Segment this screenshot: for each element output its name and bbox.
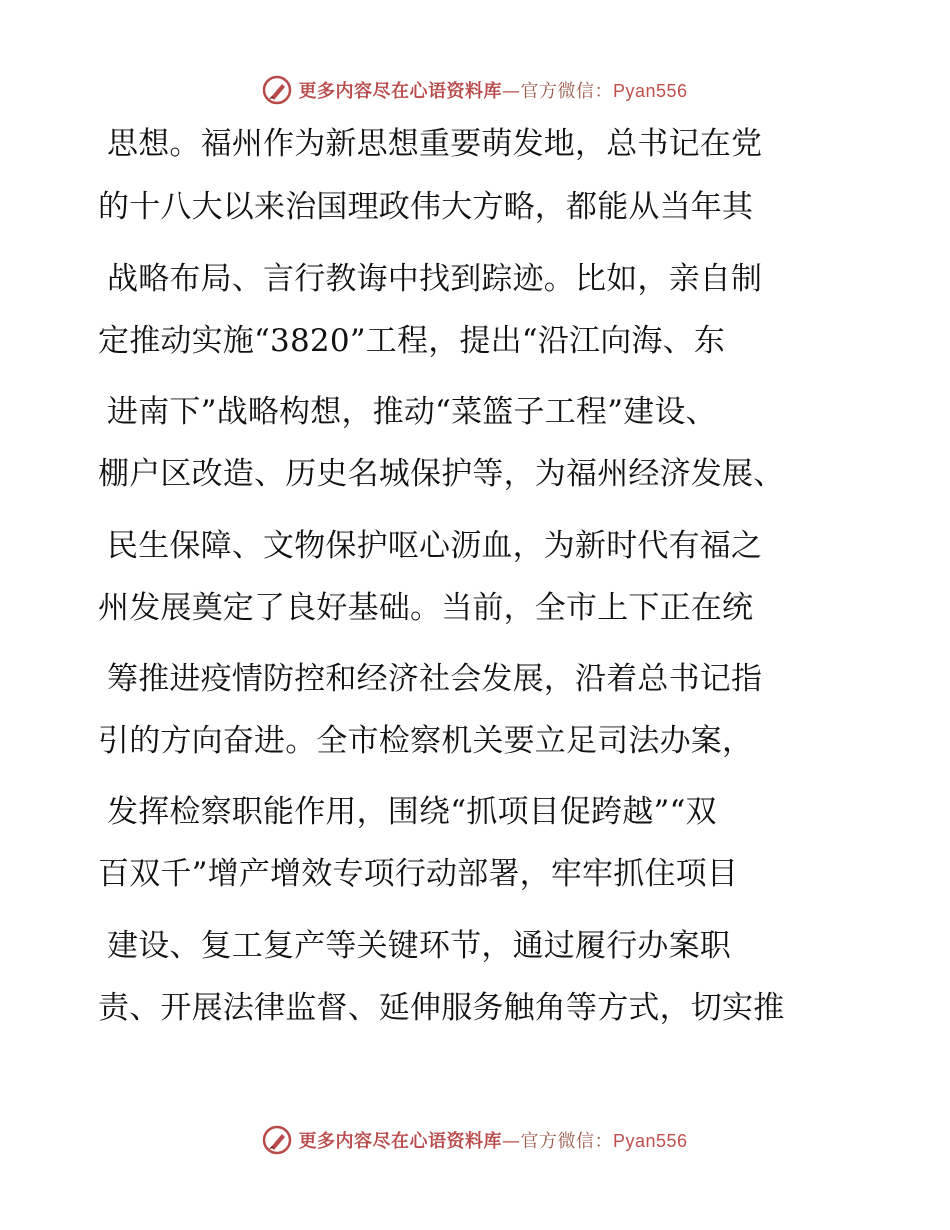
banner-wechat-id: Pyan556: [612, 81, 688, 101]
text-line: 引的方向奋进。全市检察机关要立足司法办案，: [98, 723, 754, 759]
text-line: 思想。福州作为新思想重要萌发地，总书记在党: [107, 126, 763, 162]
text-line: 百双千”增产增效专项行动部署，牢牢抓住项目: [98, 856, 739, 892]
text-line: 的十八大以来治国理政伟大方略，都能从当年其: [98, 189, 754, 225]
text-line: 进南下”战略构想，推动“菜篮子工程”建设、: [107, 394, 717, 430]
pen-logo-icon: [262, 75, 292, 105]
banner-text: 更多内容尽在心语资料库: [298, 81, 502, 102]
text-line: 发挥检察职能作用，围绕“抓项目促跨越”“双: [107, 794, 717, 830]
text-line: 责、开展法律监督、延伸服务触角等方式，切实推: [98, 990, 785, 1026]
pen-logo-icon: [262, 1125, 292, 1155]
text-line: 建设、复工复产等关键环节，通过履行办案职: [107, 928, 731, 964]
banner-text: 更多内容尽在心语资料库: [298, 1131, 502, 1152]
text-line: 棚户区改造、历史名城保护等，为福州经济发展、: [98, 456, 785, 492]
footer-banner: [0, 1120, 950, 1160]
text-line: 民生保障、文物保护呕心沥血，为新时代有福之: [107, 528, 763, 564]
banner-label: 官方微信：: [520, 81, 613, 102]
banner-label: 官方微信：: [520, 1131, 613, 1152]
banner-separator: —: [501, 81, 521, 102]
text-line: 战略布局、言行教诲中找到踪迹。比如，亲自制: [107, 261, 763, 297]
text-line: 定推动实施“3820”工程，提出“沿江向海、东: [98, 323, 726, 359]
text-line: 州发展奠定了良好基础。当前，全市上下正在统: [98, 590, 754, 626]
banner-wechat-id: Pyan556: [612, 1131, 688, 1151]
text-line: 筹推进疫情防控和经济社会发展，沿着总书记指: [107, 661, 763, 697]
banner-separator: —: [501, 1131, 521, 1152]
header-banner: [0, 70, 950, 110]
